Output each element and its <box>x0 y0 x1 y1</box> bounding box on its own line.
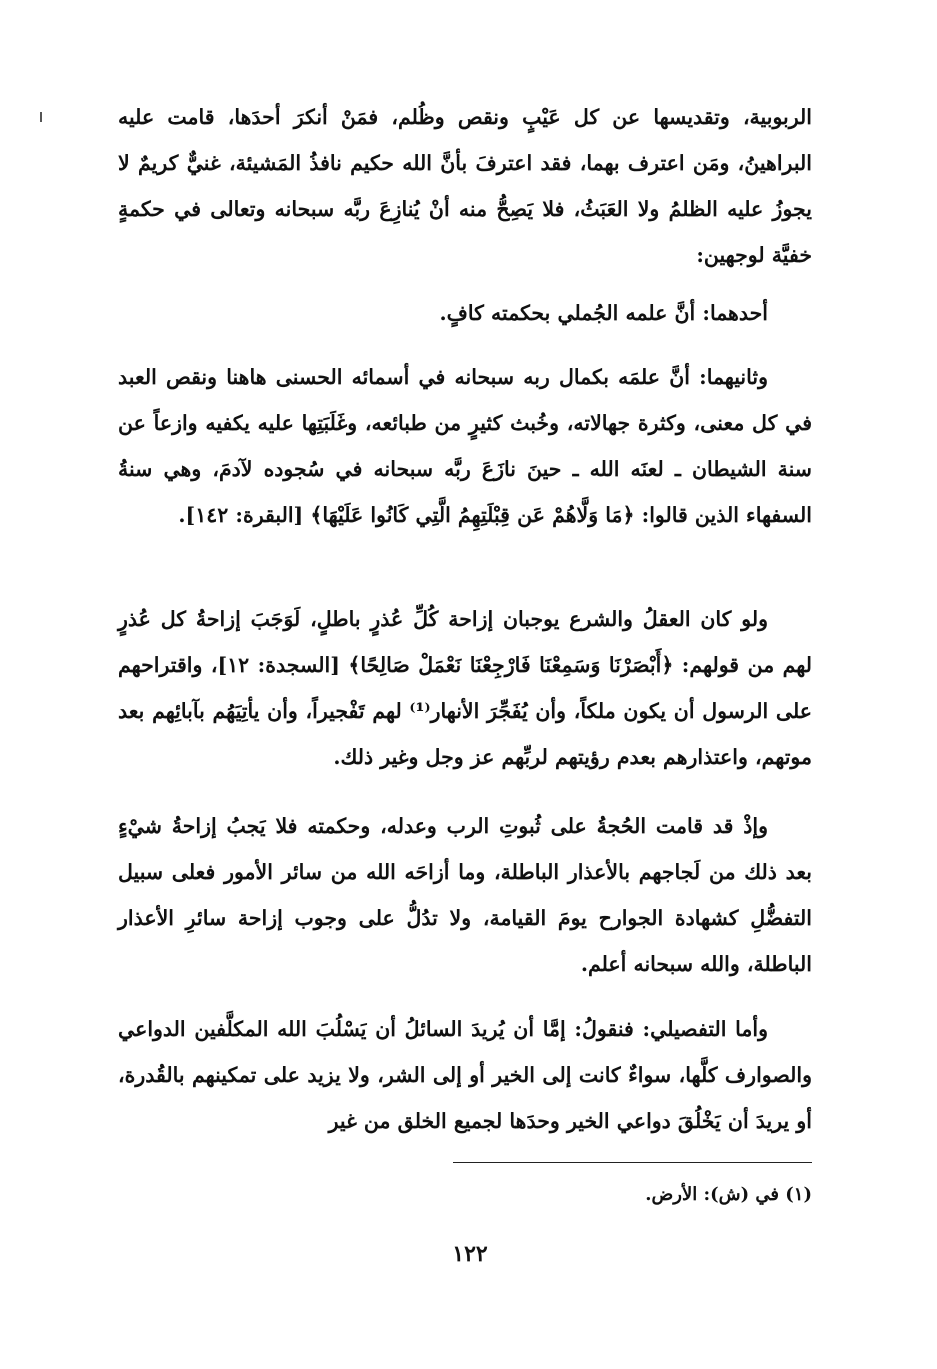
paragraph-text: وإذْ قد قامت الحُجةُ على ثُبوتِ الرب وعدله، وحكمته فلا يَجبُ إزاحةُ شيْءٍ بعد ذلك من لَجاجهم بالأعذار الباطلة، وما أزاحَه الله من سائر الأمور فعلى سبيل التفضُّلِ كشهادة الجوارح يومَ القيامة، ولا تدُلُّ على وجوب إزاحة سائرِ الأعذار الباطلة، والله سبحانه أعلم. <box>118 814 812 976</box>
paragraph-4 <box>118 596 812 780</box>
paragraph-2 <box>118 290 812 336</box>
paragraph-5 <box>118 803 812 987</box>
paragraph-text: ولو كان العقلُ والشرع يوجبان إزاحة كُلِّ عُذرٍ باطلٍ، لَوَجَبَ إزاحةُ كل عُذرٍ لهم من قولهم: ﴿أَبْصَرْنَا وَسَمِعْنَا فَارْجِعْنَا نَعْمَلْ صَالِحًا﴾ [السجدة: ١٢]، واقتراحهم على الرسول أن يكون ملكاً، وأن يُفَجِّرَ الأنهار⁽¹⁾ لهم تَفْجيراً، وأن يأتِيَهُم بآبائِهم بعد موتهم، واعتذارهم بعدم رؤيتهم لربِّهم عز وجل وغير ذلك. <box>118 607 813 769</box>
paragraph-1 <box>118 94 812 278</box>
paragraph-6 <box>118 1006 812 1144</box>
page-number: ١٢٢ <box>452 1241 488 1267</box>
paragraph-text: وثانيهما: أنَّ علمَه بكمال ربه سبحانه في أسمائه الحسنى هاهنا ونقص العبد في كل معنى، وكثرة جهالاته، وخُبث كثيرٍ من طبائعه، وغَلَبَتِها عليه يكفيه وازعاً عن سنة الشيطان ـ لعنَه الله ـ حينَ نازَعَ ربَّه سبحانه في سُجوده لآدمَ، وهي سنةُ السفهاء الذين قالوا: ﴿مَا وَلَّاهُمْ عَن قِبْلَتِهِمُ الَّتِي كَانُوا عَلَيْهَا﴾ [البقرة: ١٤٢]. <box>118 365 812 527</box>
margin-mark <box>40 112 42 122</box>
paragraph-text: وأما التفصيلي: فنقولُ: إمَّا أن يُريدَ السائلُ أن يَسْلُبَ الله المكلَّفين الدواعي والصوارف كلَّها، سواءٌ كانت إلى الخير أو إلى الشر، ولا يزيد على تمكينهم بالقُدرة، أو يريدَ أن يَخْلُقَ دواعي الخير وحدَها لجميع الخلق من غير <box>118 1017 812 1133</box>
paragraph-text: الربوبية، وتقديسها عن كل عَيْبٍ ونقص وظُلم، فمَنْ أنكرَ أحدَها، قامت عليه البراهينُ، ومَن اعترف بهما، فقد اعترفَ بأنَّ الله حكيم نافذُ المَشيئة، غنيٌّ كريمٌ لا يجوزُ عليه الظلمُ ولا العَبَثُ، فلا يَصِحُّ منه أنْ يُنازِعَ ربَّه سبحانه وتعالى في حكمةٍ خفيَّة لوجهين: <box>118 105 812 267</box>
paragraph-text: أحدهما: أنَّ علمه الجُملي بحكمته كافٍ. <box>439 301 768 325</box>
footnote-divider <box>453 1162 812 1163</box>
footnote: (١) في (ش): الأرض. <box>645 1184 812 1205</box>
paragraph-3 <box>118 354 812 538</box>
